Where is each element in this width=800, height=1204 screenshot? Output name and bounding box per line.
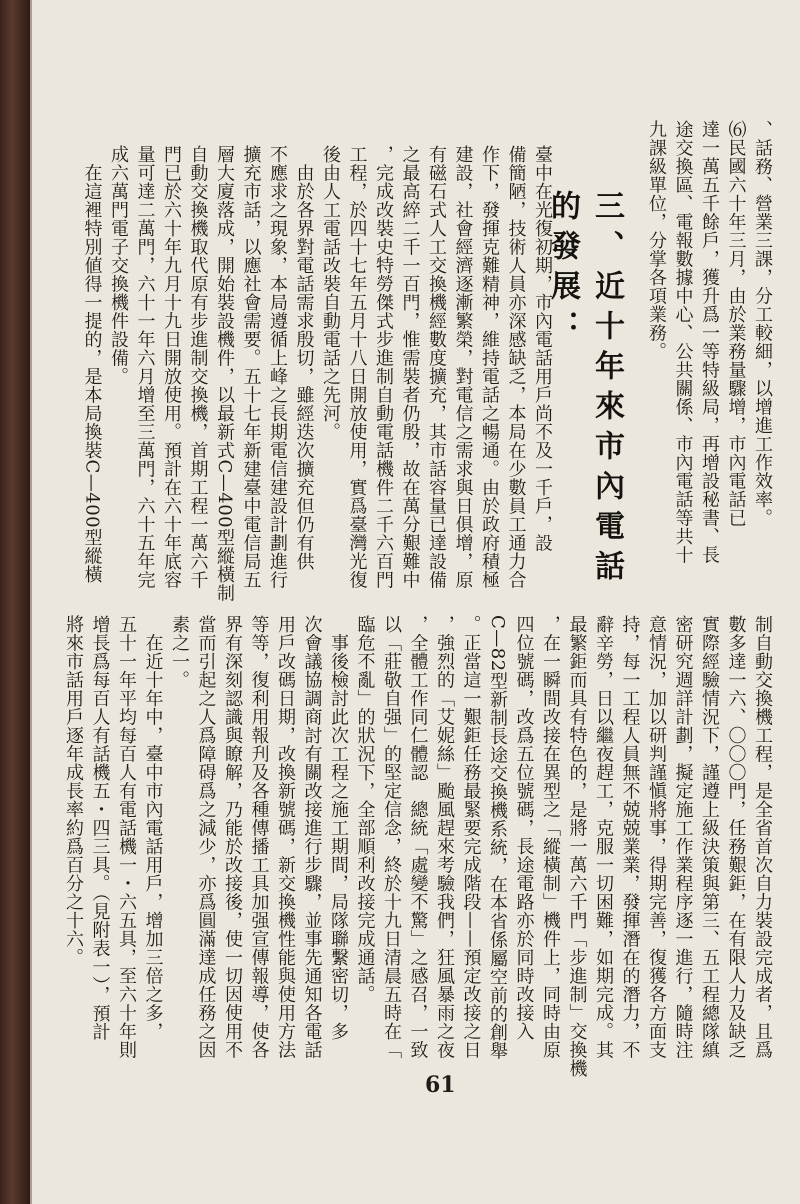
upper-intro-text: 、話務、營業三課，分工較細，以增進工作效率。 ⑹民國六十年三月，由於業務量驟增，市內電話已 達一萬五千餘戶，獲升爲一等特級局，再增設秘書、長 途交換區、電報數據中心、公共關係、市內電話等共十 九課級單位，分掌各項業務。: [646, 120, 773, 564]
book-spine: [0, 0, 30, 1204]
section-heading: 三、近十年來市內電話的發展：: [545, 190, 624, 590]
page-number: 61: [425, 1072, 456, 1098]
upper-body-text: 臺中在光復初期，市內電話用戶尚不及一千戶，設 備簡陋，技術人員亦深感缺乏，本局在少數員工通力合 作下，發揮克難精神，維持電話之暢通。由於政府積極 建設，社會經濟逐漸繁榮，對電信之需求與日俱增，原 有磁石式人工交換機經數度擴充，其市話容量已達設備 之最高綷二千一百門，惟需裝者仍殷，故在萬分艱難中 ，完成改裝史特勞傑式步進制自動電話機件二千六百門 工程，於四十七年五月十八日開放使用，實爲臺灣光復 後由人工電話改裝自動電話之先河。 由於各界對電話需求殷切，雖經迭次擴充但仍有供 不應求之現象，本局遵循上峰之長期電信建設計劃進行 擴充市話，以應社會需要。五十七年新建臺中電信局五 層大廈落成，開始裝設機件，以最新式C—400型縱橫制 自動交換機取代原有步進制交換機，首期工程一萬六千 門已於六十年九月十九日開放使用。預計在六十年底容 量可達二萬門，六十一年六月增至三萬門，六十五年完 成六萬門電子交換機件設備。 在這裡特別値得一提的，是本局換裝C—400型縱橫: [81, 145, 553, 603]
lower-body-text: 制自動交換機工程，是全省首次自力裝設完成者，且爲 數多達一六、〇〇〇門，任務艱鉅，在有限人力及缺乏 實際經驗情況下，謹遵上級決策與第三、五工程總隊縝 密研究週詳計劃，擬定施工作業程序逐一進行，隨時注 意情況，加以研判謹愼將事，得期完善，復獲各方面支 持，每一工程人員無不兢兢業業，發揮潛在的潛力，不 辭辛勞，日以繼夜趕工，克服一切困難，如期完成。其 最繁鉅而具有特色的，是將一萬六千門「步進制」交換機 ，在一瞬間改接在異型之「縱橫制」機件上，同時由原 四位號碼，改爲五位號碼，長途電路亦於同時改接入 C—82型新制長途交換機系統，在本省係屬空前的創舉 。正當這一艱鉅任務最緊要完成階段——預定改接之日 ，強烈的「艾妮絲」颱風趕來考驗我們，狂風暴雨之夜 ，全體工作同仁體認 總統「處變不驚」之感召，一致 以「莊敬自强」的堅定信念，終於十九日清晨五時在「 臨危不亂」的狀況下，全部順利改接完成通話。 事後檢討此次工程之施工期間，局隊聯繫密切，多 次會議協調商討有關改接進行步驟，並事先通知各電話 用戶改碼日期，改換新號碼，新交換機性能與使用方法 等等，復利用報刋及各種傳播工具加强宣傳報導，使各 界有深刻認識與瞭解，乃能於改接後，使一切因使用不 當而引起之人爲障碍爲之減少，亦爲圓滿達成任務之因 素之一。 在近十年中，臺中市內電話用戶，增加三倍之多， 五十一年平均每百人有電話機一・六五具，至六十年則 增長爲每百人有話機五・四三具。（見附表一），預計 將來市話用戶逐年成長率約爲百分之十六。: [63, 615, 773, 1078]
